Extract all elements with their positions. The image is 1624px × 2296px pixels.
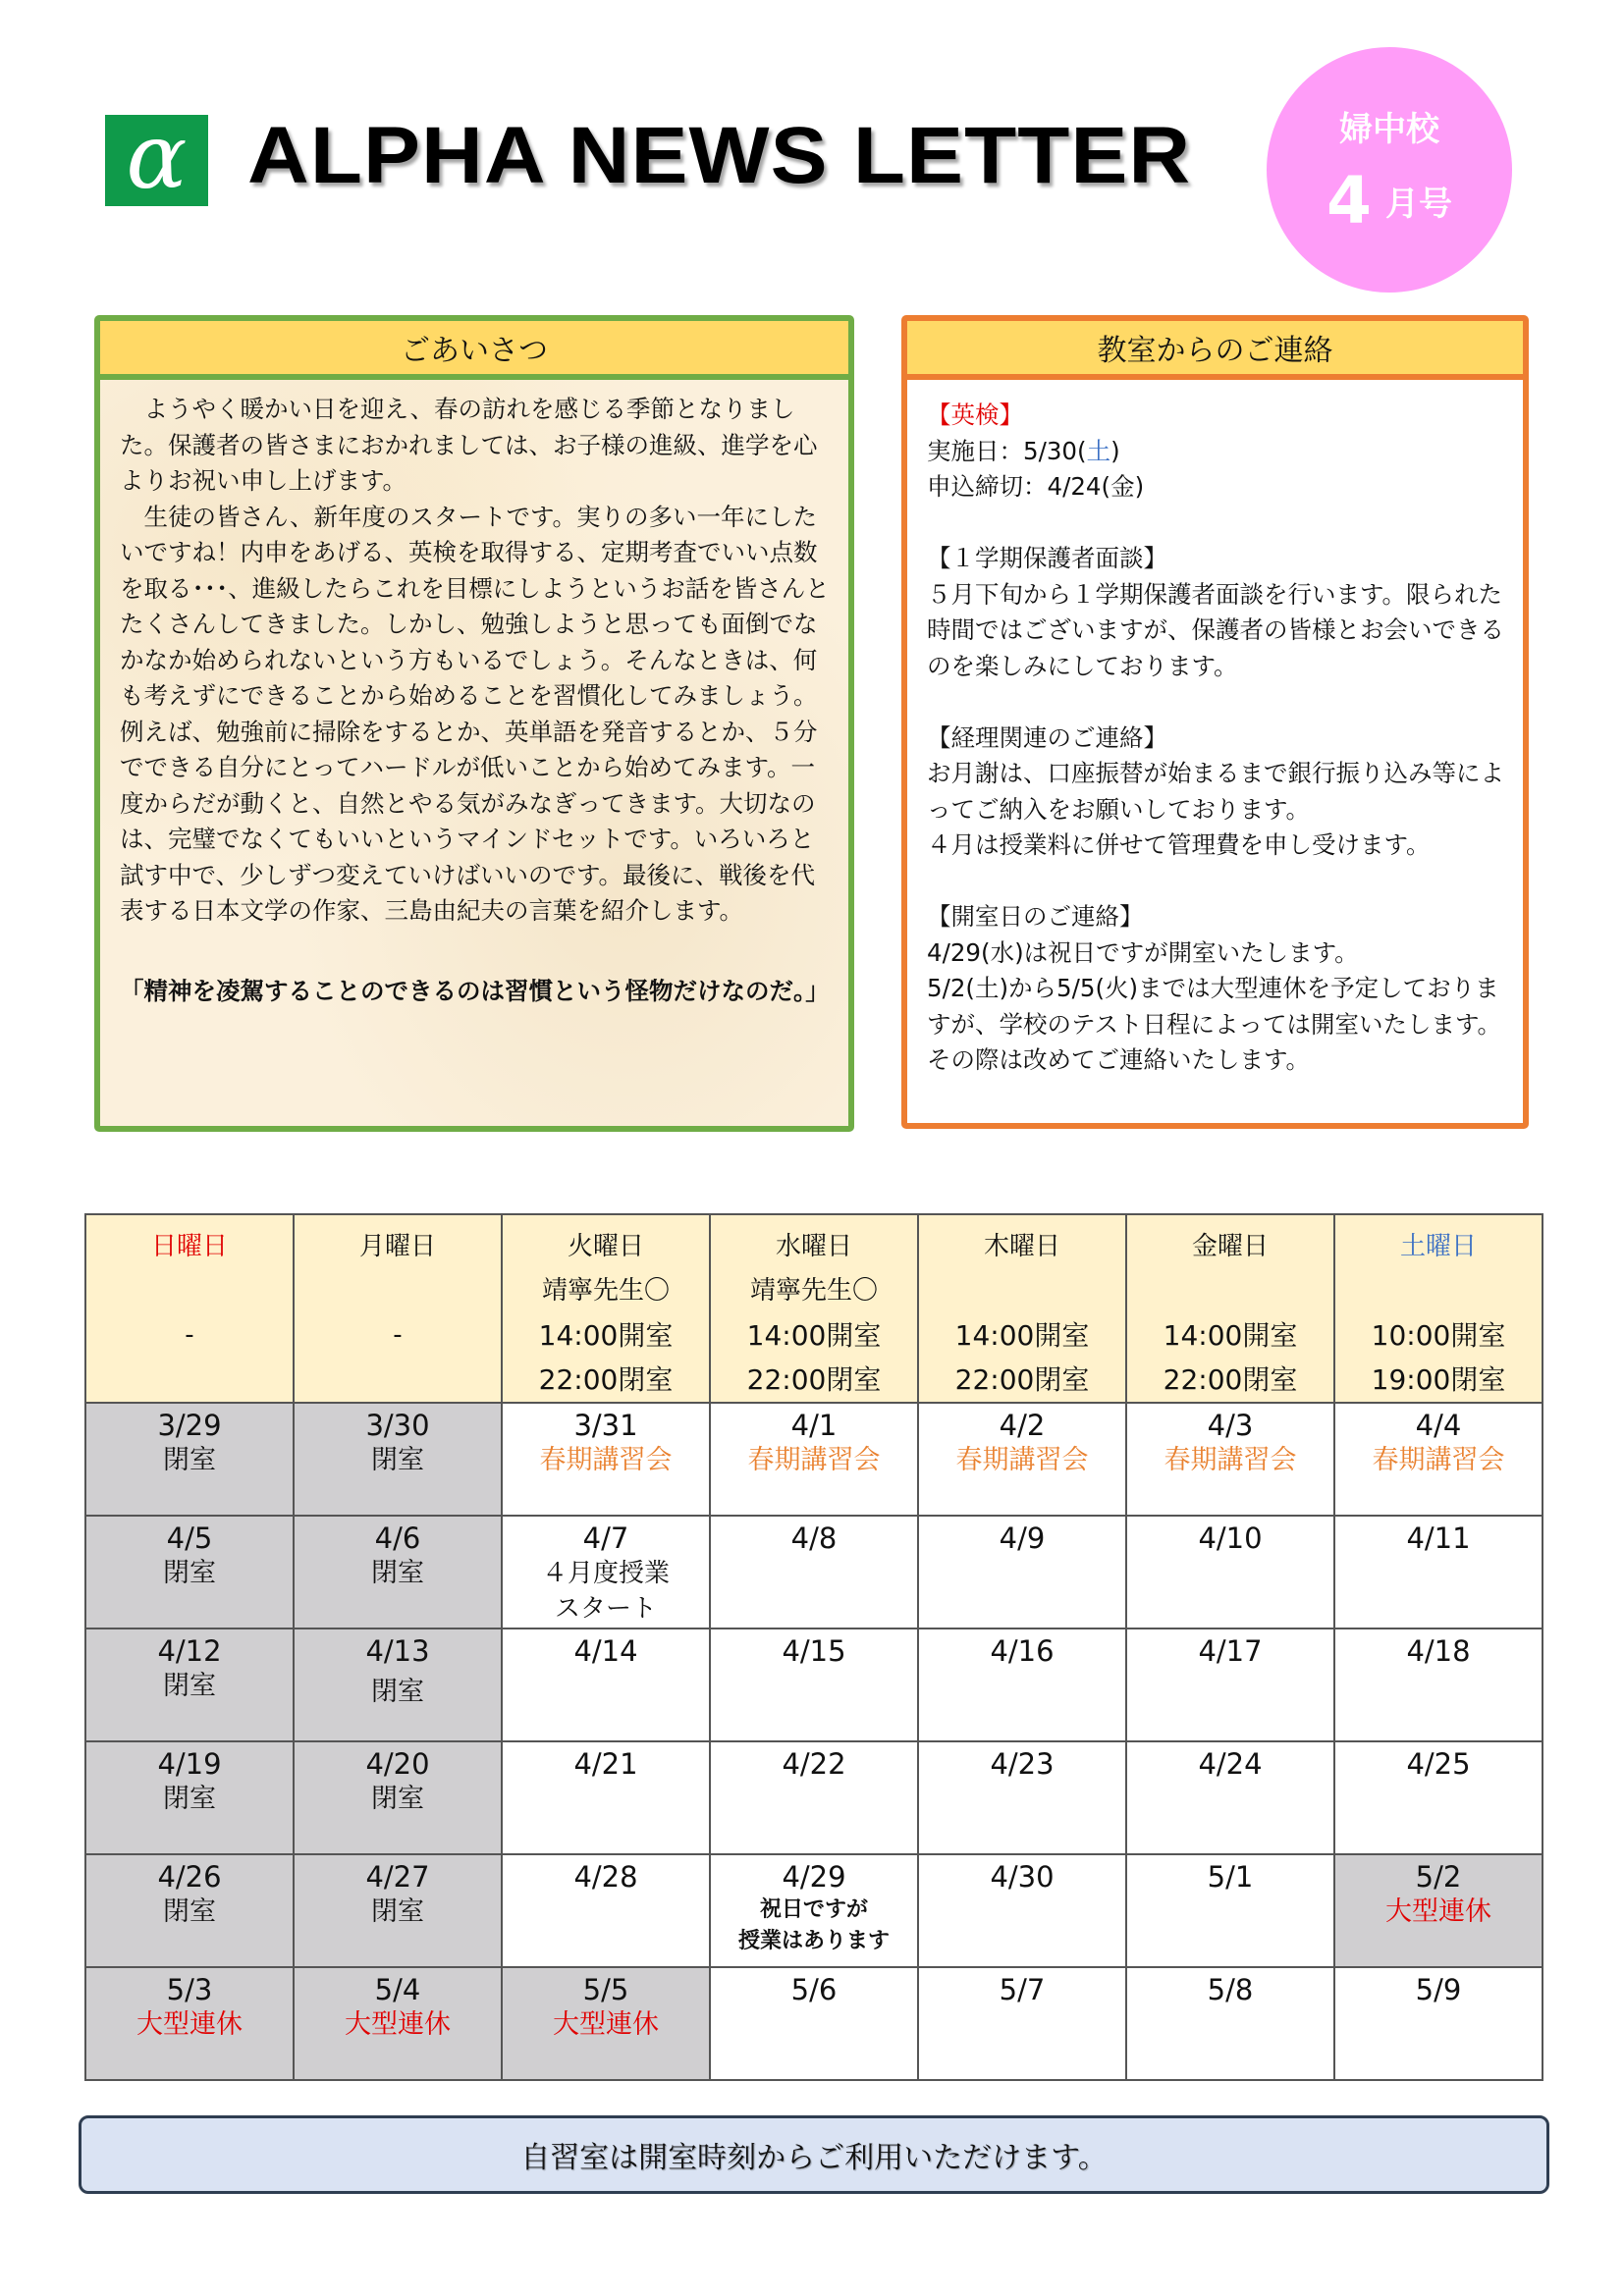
day-note: 春期講習会 (955, 1445, 1089, 1475)
date: 4/1 (790, 1409, 838, 1442)
calendar-week-row (85, 1967, 1543, 2080)
day-note: 春期講習会 (539, 1445, 673, 1475)
calendar-day-cell (85, 1854, 294, 1967)
notice-section-interview (927, 541, 1511, 684)
notice-section-opening-days (927, 899, 1511, 1079)
section-text: ４月は授業料に併せて管理費を申し受けます。 (927, 830, 1431, 859)
day-note: 大型連休 (1385, 1896, 1491, 1927)
calendar-day-cell (85, 1629, 294, 1741)
day-header-mon (294, 1214, 502, 1403)
eiken-date-label: 実施日：5/30( (927, 436, 1087, 465)
day-note: 大型連休 (553, 2009, 659, 2040)
calendar-day-cell (1334, 1629, 1543, 1741)
calendar-header-row (85, 1214, 1543, 1403)
day-note-line2: スタート (554, 1594, 657, 1624)
date: 5/4 (374, 1973, 421, 2006)
calendar-day-cell (1126, 1403, 1334, 1516)
day-note: 祝日ですが (759, 1897, 868, 1922)
date: 5/6 (790, 1973, 838, 2006)
date: 4/27 (365, 1860, 430, 1894)
notice-section-eiken (927, 398, 1511, 506)
calendar-day-cell (85, 1741, 294, 1854)
calendar-day-cell (294, 1967, 502, 2080)
calendar-day-cell (85, 1403, 294, 1516)
date: 4/15 (782, 1634, 846, 1668)
calendar-week-row (85, 1854, 1543, 1967)
section-title: 【経理関連のご連絡】 (927, 722, 1167, 752)
month-unit: 月号 (1384, 185, 1452, 224)
calendar-day-cell (710, 1854, 918, 1967)
day-name: 水曜日 (775, 1232, 852, 1261)
date: 4/22 (782, 1747, 846, 1781)
eiken-date (927, 434, 1511, 470)
calendar-day-cell (1334, 1967, 1543, 2080)
date: 4/7 (582, 1522, 629, 1555)
day-note: 閉室 (163, 1671, 216, 1701)
alpha-logo-glyph: α (126, 103, 188, 209)
notice-section-accounting (927, 721, 1511, 864)
day-header-tue (502, 1214, 710, 1403)
calendar-day-cell (294, 1629, 502, 1741)
section-text: 5/2(土)から5/5(火)までは大型連休を予定しておりますが、学校のテスト日程によっては開室いたします。その際は改めてご連絡いたします。 (927, 974, 1502, 1074)
eiken-date-day: 土 (1086, 436, 1111, 465)
greeting-paragraph-2: 生徒の皆さん、新年度のスタートです。実りの多い一年にしたいですね！内申をあげる、英検を取得する、定期考査でいい点数を取る･･･、進級したらこれを目標にしようというお話を皆さんとたくさんしてきました。しかし、勉強しようと思っても面倒でなかなか始められないという方もいるでしょう。そんなときは、何も考えずにできることから始めることを習慣化してみましょう。例えば、勉強前に掃除をするとか、英単語を発音するとか、５分でできる自分にとってハードルが低いことから始めてみます。一度からだが動くと、自然とやる気がみなぎってきます。大切なのは、完璧でなくてもいいというマインドセットです。いろいろと試す中で、少しずつ変えていけばいいのです。最後に、戦後を代表する日本文学の作家、三島由紀夫の言葉を紹介します。 (120, 502, 830, 925)
newsletter-title: ALPHA NEWS LETTER (247, 111, 1192, 200)
day-name: 月曜日 (358, 1232, 436, 1261)
calendar-day-cell (502, 1741, 710, 1854)
notice-body (907, 380, 1523, 1079)
teacher (1127, 1269, 1333, 1313)
day-hours-none: - (393, 1320, 403, 1350)
date: 5/2 (1415, 1860, 1462, 1894)
calendar-day-cell (85, 1967, 294, 2080)
date: 4/6 (374, 1522, 421, 1555)
date: 4/29 (782, 1860, 846, 1894)
calendar-day-cell (85, 1516, 294, 1629)
calendar-day-cell (1334, 1403, 1543, 1516)
teacher: 靖寧先生〇 (749, 1276, 878, 1306)
section-title: 【開室日のご連絡】 (927, 902, 1144, 931)
date: 4/21 (573, 1747, 638, 1781)
calendar-week-row (85, 1741, 1543, 1854)
close-time: 22:00閉室 (538, 1363, 674, 1396)
date: 4/28 (573, 1860, 638, 1894)
calendar-day-cell (1126, 1516, 1334, 1629)
calendar-week-row (85, 1403, 1543, 1516)
date: 4/19 (157, 1747, 222, 1781)
issue-month (1267, 163, 1512, 239)
date: 4/4 (1415, 1409, 1462, 1442)
greeting-paragraph-1: ようやく暖かい日を迎え、春の訪れを感じる季節となりました。保護者の皆さまにおかれましては、お子様の進級、進学を心よりお祝い申し上げます。 (120, 395, 818, 495)
day-header-sat (1334, 1214, 1543, 1403)
greeting-box (94, 315, 854, 1132)
date: 4/10 (1198, 1522, 1263, 1555)
calendar-day-cell (1126, 1741, 1334, 1854)
calendar-day-cell (502, 1854, 710, 1967)
calendar-day-cell (1334, 1741, 1543, 1854)
day-note: 閉室 (371, 1445, 424, 1475)
day-note: 閉室 (371, 1677, 424, 1707)
calendar-day-cell (918, 1403, 1126, 1516)
day-note: 閉室 (371, 1896, 424, 1927)
day-note: ４月度授業 (541, 1559, 670, 1588)
date: 3/30 (365, 1409, 430, 1442)
calendar-day-cell (710, 1967, 918, 2080)
month-number: 4 (1326, 163, 1372, 239)
day-header-fri (1126, 1214, 1334, 1403)
calendar-day-cell (294, 1516, 502, 1629)
day-name: 土曜日 (1399, 1232, 1477, 1261)
calendar-day-cell (502, 1516, 710, 1629)
day-note: 閉室 (163, 1896, 216, 1927)
calendar-week-row (85, 1516, 1543, 1629)
close-time: 22:00閉室 (746, 1363, 882, 1396)
calendar-day-cell (1126, 1967, 1334, 2080)
date: 4/2 (999, 1409, 1046, 1442)
date: 4/26 (157, 1860, 222, 1894)
date: 3/29 (157, 1409, 222, 1442)
date: 4/9 (999, 1522, 1046, 1555)
day-header-thu (918, 1214, 1126, 1403)
calendar-day-cell (502, 1629, 710, 1741)
date: 4/12 (157, 1634, 222, 1668)
open-time: 14:00開室 (538, 1319, 674, 1352)
date: 5/3 (166, 1973, 213, 2006)
date: 4/17 (1198, 1634, 1263, 1668)
day-header-wed (710, 1214, 918, 1403)
study-room-notice: 自習室は開室時刻からご利用いただけます。 (79, 2115, 1549, 2194)
calendar-day-cell (502, 1403, 710, 1516)
close-time: 22:00閉室 (954, 1363, 1090, 1396)
calendar-day-cell (918, 1967, 1126, 2080)
calendar-day-cell (502, 1967, 710, 2080)
day-note: 大型連休 (345, 2009, 451, 2040)
date: 5/9 (1415, 1973, 1462, 2006)
day-note: 閉室 (371, 1558, 424, 1588)
open-time: 14:00開室 (954, 1319, 1090, 1352)
teacher (1335, 1269, 1542, 1313)
day-note: 春期講習会 (747, 1445, 881, 1475)
schedule-calendar (84, 1213, 1543, 2081)
open-time: 14:00開室 (746, 1319, 882, 1352)
open-time: 14:00開室 (1163, 1319, 1298, 1352)
day-note: 閉室 (163, 1784, 216, 1814)
section-title: 【１学期保護者面談】 (927, 544, 1167, 572)
calendar-day-cell (294, 1741, 502, 1854)
calendar-day-cell (1334, 1854, 1543, 1967)
day-note: 大型連休 (136, 2009, 243, 2040)
day-note-line2: 授業はあります (737, 1929, 890, 1953)
day-note: 春期講習会 (1372, 1445, 1505, 1475)
calendar-week-row (85, 1629, 1543, 1741)
day-name: 日曜日 (150, 1232, 228, 1261)
date: 4/18 (1406, 1634, 1471, 1668)
date: 4/11 (1406, 1522, 1471, 1555)
day-note: 春期講習会 (1164, 1445, 1297, 1475)
date: 5/5 (582, 1973, 629, 2006)
day-header-sun (85, 1214, 294, 1403)
calendar-day-cell (710, 1403, 918, 1516)
day-name: 木曜日 (983, 1232, 1060, 1261)
date: 4/13 (365, 1634, 430, 1668)
date: 4/14 (573, 1634, 638, 1668)
teacher (919, 1269, 1125, 1313)
date: 4/23 (990, 1747, 1055, 1781)
calendar-day-cell (710, 1516, 918, 1629)
notice-heading: 教室からのご連絡 (907, 321, 1523, 380)
date: 5/1 (1207, 1860, 1254, 1894)
date: 4/8 (790, 1522, 838, 1555)
day-name: 金曜日 (1191, 1232, 1269, 1261)
date: 4/25 (1406, 1747, 1471, 1781)
notice-box (901, 315, 1529, 1129)
day-name: 火曜日 (567, 1232, 644, 1261)
section-text: 4/29(水)は祝日ですが開室いたします。 (927, 937, 1359, 967)
date: 4/20 (365, 1747, 430, 1781)
calendar-day-cell (918, 1741, 1126, 1854)
date: 5/8 (1207, 1973, 1254, 2006)
section-text: ５月下旬から１学期保護者面談を行います。限られた時間ではございますが、保護者の皆様とお会いできるのを楽しみにしております。 (927, 579, 1504, 680)
date: 4/16 (990, 1634, 1055, 1668)
greeting-heading: ごあいさつ (100, 321, 848, 380)
issue-badge (1267, 47, 1512, 293)
day-note: 閉室 (163, 1558, 216, 1588)
alpha-logo (105, 103, 208, 209)
date: 5/7 (999, 1973, 1046, 2006)
day-note: 閉室 (163, 1445, 216, 1475)
date: 4/24 (1198, 1747, 1263, 1781)
greeting-quote: 「精神を凌駕することのできるのは習慣という怪物だけなのだ。」 (120, 976, 830, 1005)
teacher: 靖寧先生〇 (541, 1276, 670, 1306)
day-hours-none: - (185, 1320, 194, 1350)
section-text: お月謝は、口座振替が始まるまで銀行振り込み等によってご納入をお願いしております。 (927, 759, 1504, 824)
calendar-day-cell (918, 1516, 1126, 1629)
calendar-day-cell (294, 1854, 502, 1967)
close-time: 19:00閉室 (1371, 1363, 1506, 1396)
calendar-day-cell (918, 1854, 1126, 1967)
eiken-date-close: ) (1110, 436, 1120, 465)
date: 4/5 (166, 1522, 213, 1555)
calendar-day-cell (710, 1629, 918, 1741)
date: 4/30 (990, 1860, 1055, 1894)
open-time: 10:00開室 (1371, 1319, 1506, 1352)
calendar-day-cell (918, 1629, 1126, 1741)
calendar-day-cell (294, 1403, 502, 1516)
date: 4/3 (1207, 1409, 1254, 1442)
eiken-title: 【英検】 (927, 400, 1023, 429)
greeting-body (100, 380, 848, 1016)
date: 3/31 (573, 1409, 638, 1442)
eiken-deadline: 申込締切：4/24(金) (927, 472, 1145, 501)
calendar-day-cell (1126, 1854, 1334, 1967)
calendar-day-cell (710, 1741, 918, 1854)
close-time: 22:00閉室 (1163, 1363, 1298, 1396)
calendar-day-cell (1126, 1629, 1334, 1741)
school-name: 婦中校 (1339, 110, 1439, 149)
calendar-day-cell (1334, 1516, 1543, 1629)
day-note: 閉室 (371, 1784, 424, 1814)
